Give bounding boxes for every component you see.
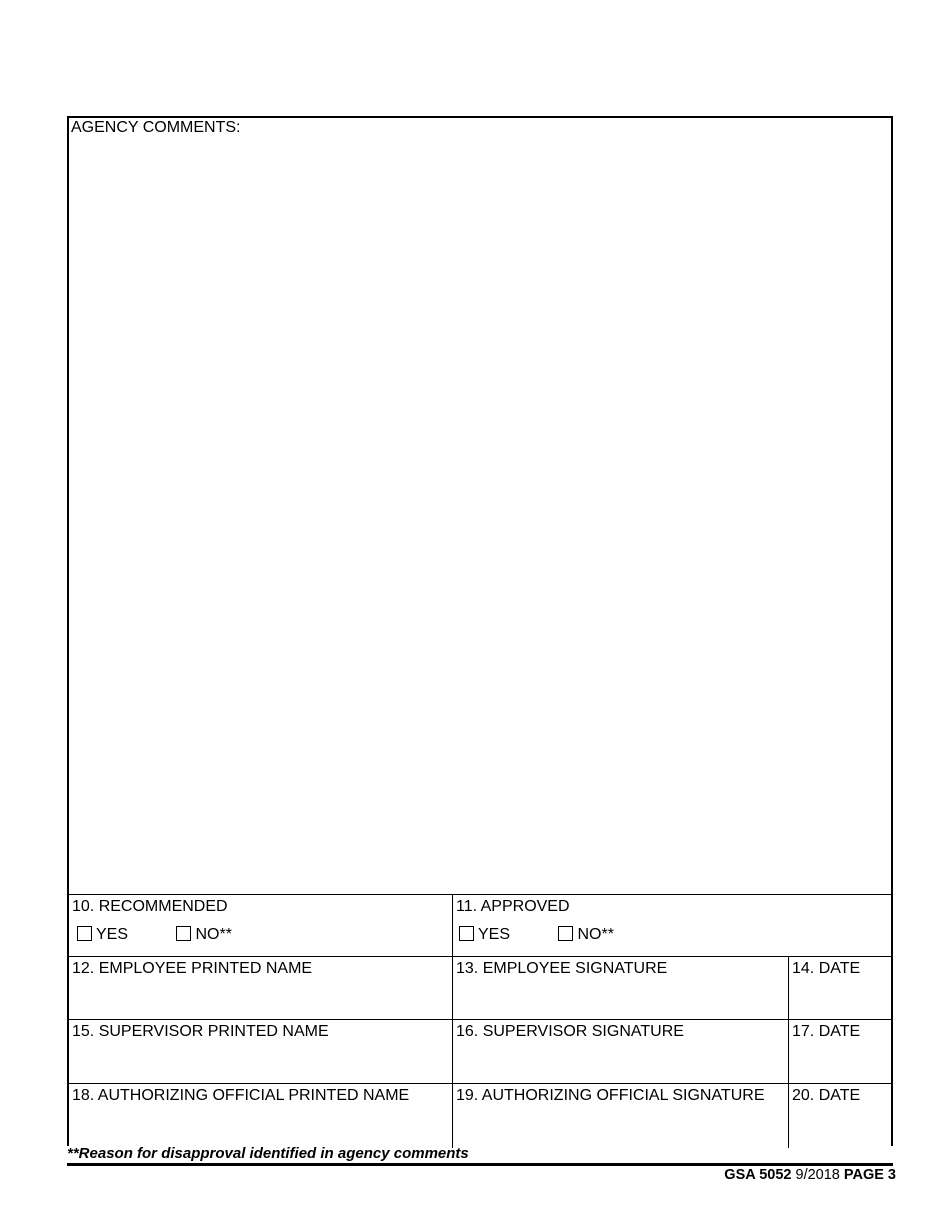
- recommended-yes-checkbox[interactable]: [77, 926, 92, 941]
- disapproval-note: **Reason for disapproval identified in agency comments: [67, 1145, 469, 1162]
- approved-no-label: NO**: [577, 926, 614, 943]
- approved-no-option[interactable]: [558, 926, 613, 944]
- recommended-no-checkbox[interactable]: [176, 926, 191, 941]
- approved-cell: [452, 895, 891, 956]
- agency-comments-label: AGENCY COMMENTS:: [71, 119, 241, 136]
- supervisor-signature-cell: [452, 1020, 788, 1083]
- agency-comments-field[interactable]: [69, 138, 891, 894]
- official-name-label: 18. AUTHORIZING OFFICIAL PRINTED NAME: [72, 1087, 410, 1104]
- supervisor-signature-field[interactable]: [455, 1044, 786, 1079]
- recommended-cell: [69, 895, 452, 956]
- supervisor-name-label: 15. SUPERVISOR PRINTED NAME: [72, 1023, 329, 1040]
- form-footer: [724, 1167, 896, 1183]
- approved-label: 11. APPROVED: [456, 898, 570, 915]
- official-signature-label: 19. AUTHORIZING OFFICIAL SIGNATURE: [456, 1087, 765, 1104]
- form-page: [67, 116, 893, 1146]
- approved-yes-option[interactable]: [459, 926, 510, 944]
- employee-date-cell: [788, 957, 891, 1019]
- official-date-cell: [788, 1084, 891, 1148]
- form-number: GSA 5052: [724, 1167, 792, 1183]
- supervisor-row: [69, 1019, 891, 1083]
- approved-yes-label: YES: [478, 926, 511, 943]
- supervisor-name-cell: [69, 1020, 452, 1083]
- employee-signature-label: 13. EMPLOYEE SIGNATURE: [456, 960, 668, 977]
- official-name-field[interactable]: [71, 1108, 450, 1144]
- recommended-options: [77, 926, 232, 944]
- employee-signature-field[interactable]: [455, 981, 786, 1015]
- form-revision: 9/2018: [795, 1167, 840, 1183]
- employee-signature-cell: [452, 957, 788, 1019]
- approved-options: [459, 926, 614, 944]
- employee-date-field[interactable]: [791, 981, 889, 1015]
- recommended-no-option[interactable]: [176, 926, 231, 944]
- official-signature-cell: [452, 1084, 788, 1148]
- supervisor-signature-label: 16. SUPERVISOR SIGNATURE: [456, 1023, 684, 1040]
- employee-name-field[interactable]: [71, 981, 450, 1015]
- approval-row: [69, 894, 891, 956]
- employee-name-label: 12. EMPLOYEE PRINTED NAME: [72, 960, 313, 977]
- approved-yes-checkbox[interactable]: [459, 926, 474, 941]
- official-date-label: 20. DATE: [792, 1087, 861, 1104]
- approved-no-checkbox[interactable]: [558, 926, 573, 941]
- recommended-yes-option[interactable]: [77, 926, 128, 944]
- employee-name-cell: [69, 957, 452, 1019]
- employee-row: [69, 956, 891, 1019]
- page-number: PAGE 3: [843, 1167, 896, 1183]
- employee-date-label: 14. DATE: [792, 960, 861, 977]
- supervisor-date-field[interactable]: [791, 1044, 889, 1079]
- recommended-no-label: NO**: [195, 926, 232, 943]
- official-row: [69, 1083, 891, 1148]
- recommended-yes-label: YES: [96, 926, 129, 943]
- official-date-field[interactable]: [791, 1108, 889, 1144]
- official-signature-field[interactable]: [455, 1108, 786, 1144]
- supervisor-date-label: 17. DATE: [792, 1023, 861, 1040]
- supervisor-name-field[interactable]: [71, 1044, 450, 1079]
- supervisor-date-cell: [788, 1020, 891, 1083]
- official-name-cell: [69, 1084, 452, 1148]
- recommended-label: 10. RECOMMENDED: [72, 898, 228, 915]
- bottom-rule: [67, 1163, 893, 1166]
